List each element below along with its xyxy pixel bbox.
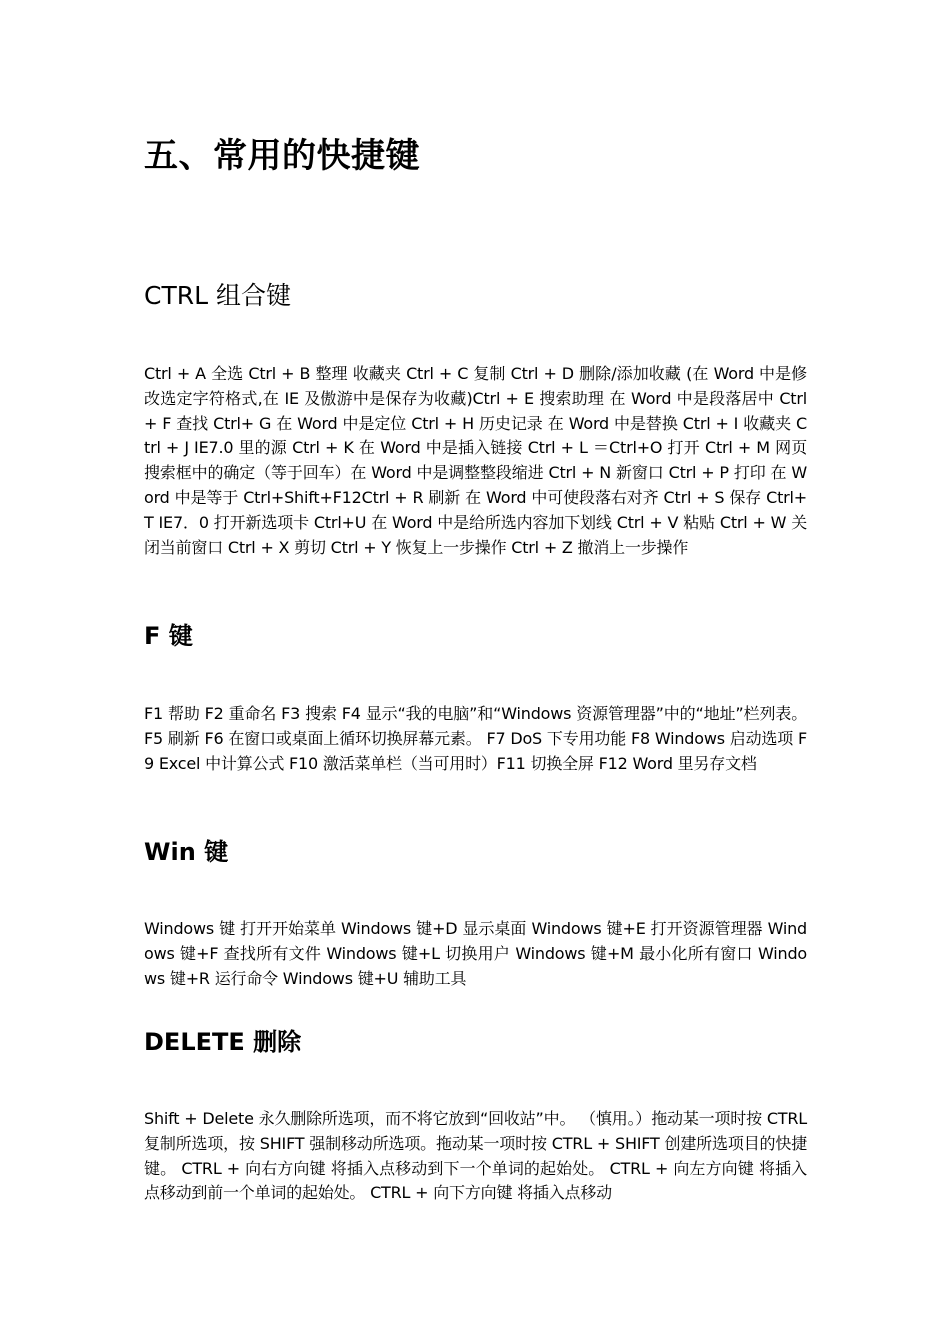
section-body-delete: Shift + Delete 永久删除所选项，而不将它放到“回收站”中。 （慎用。）拖动某一项时按 CTRL 复制所选项，按 SHIFT 强制移动所选项。拖动某一项时按 CTRL + SHIFT 创建所选项目的快捷键。 CTRL + 向右方向键 将插入点移动到下一个单词的起始处。 CTRL + 向左方向键 将插入点移动到前一个单词的起始处。 CTRL + 向下方向键 将插入点移动 <box>144 1109 807 1203</box>
section-body-win-key: Windows 键 打开开始菜单 Windows 键+D 显示桌面 Windows 键+E 打开资源管理器 Windows 键+F 查找所有文件 Windows 键+L 切换用户 Windows 键+M 最小化所有窗口 Windows 键+R 运行命令 Windows 键+U 辅助工具 <box>144 919 807 988</box>
section-heading-win-key: Win 键 <box>144 838 229 866</box>
chapter-title: 五、常用的快捷键 <box>144 136 420 176</box>
section-body-f-keys: F1 帮助 F2 重命名 F3 搜索 F4 显示“我的电脑”和“Windows 资源管理器”中的“地址”栏列表。 F5 刷新 F6 在窗口或桌面上循环切换屏幕元素。 F7 DoS 下专用功能 F8 Windows 启动选项 F9 Excel 中计算公式 F10 激活菜单栏（当可用时）F11 切换全屏 F12 Word 里另存文档 <box>144 704 807 773</box>
section-heading-delete: DELETE 删除 <box>144 1028 302 1056</box>
section-body-ctrl: Ctrl + A 全选 Ctrl + B 整理 收藏夹 Ctrl + C 复制 Ctrl + D 删除/添加收藏 (在 Word 中是修改选定字符格式,在 IE 及傲游中是保存为收藏)Ctrl + E 搜索助理 在 Word 中是段落居中 Ctrl + F 查找 Ctrl+ G 在 Word 中是定位 Ctrl + H 历史记录 在 Word 中是替换 Ctrl + I 收藏夹 Ctrl + J IE7.0 里的源 Ctrl + K 在 Word 中是插入链接 Ctrl + L ＝Ctrl+O 打开 Ctrl + M 网页搜索框中的确定（等于回车）在 Word 中是调整整段缩进 Ctrl + N 新窗口 Ctrl + P 打印 在 Word 中是等于 Ctrl+Shift+F12Ctrl + R 刷新 在 Word 中可使段落右对齐 Ctrl + S 保存 Ctrl+T IE7．0 打开新选项卡 Ctrl+U 在 Word 中是给所选内容加下划线 Ctrl + V 粘贴 Ctrl + W 关闭当前窗口 Ctrl + X 剪切 Ctrl + Y 恢复上一步操作 Ctrl + Z 撤消上一步操作 <box>144 364 807 557</box>
section-heading-ctrl: CTRL 组合键 <box>144 281 291 310</box>
section-heading-f-keys: F 键 <box>144 622 193 650</box>
